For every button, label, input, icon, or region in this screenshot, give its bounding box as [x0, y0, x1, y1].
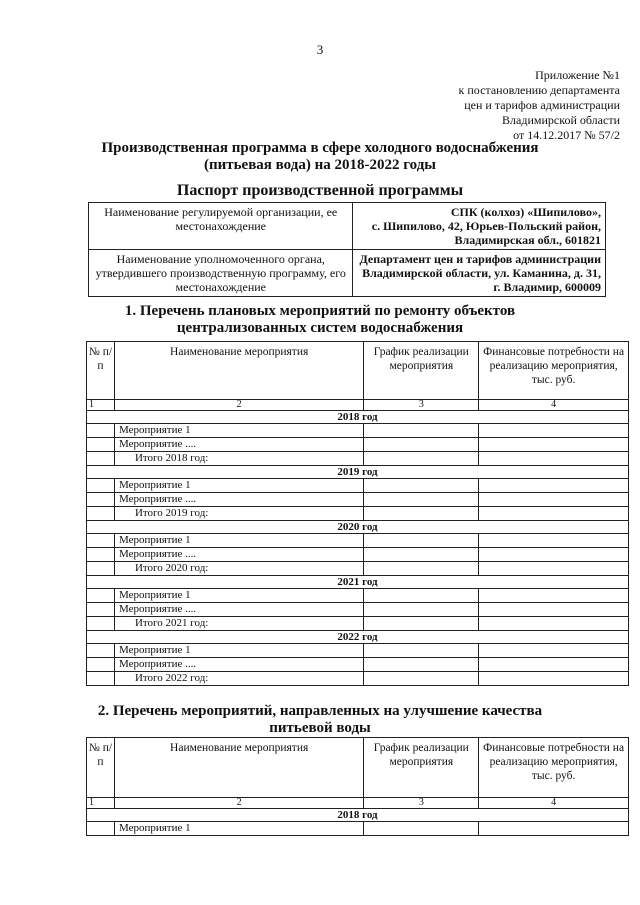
total-label: Итого 2021 год:	[114, 617, 363, 631]
section2-title	[0, 703, 640, 737]
year-label: 2018 год	[87, 411, 629, 424]
page-number: 3	[316, 42, 324, 57]
passport-table	[88, 202, 606, 297]
col-number: 3	[364, 400, 479, 411]
year-label: 2022 год	[87, 631, 629, 644]
header-num: № п/п	[87, 738, 115, 798]
section-title-line: 1. Перечень плановых мероприятий по ремонту объектов	[124, 303, 516, 319]
year-label: 2020 год	[87, 521, 629, 534]
activity-name: Мероприятие ....	[114, 493, 363, 507]
total-row	[87, 672, 629, 686]
header-finance: Финансовые потребности на реализацию мероприятия, тыс. руб.	[479, 738, 629, 798]
total-label: Итого 2020 год:	[114, 562, 363, 576]
header-row	[87, 738, 629, 798]
total-label: Итого 2019 год:	[114, 507, 363, 521]
total-row	[87, 507, 629, 521]
activity-name: Мероприятие 1	[114, 589, 363, 603]
activity-name: Мероприятие 1	[114, 479, 363, 493]
section-title-line: 2. Перечень мероприятий, направленных на улучшение качества	[97, 703, 543, 719]
header-schedule: График реализации мероприятия	[364, 738, 479, 798]
total-label: Итого 2022 год:	[114, 672, 363, 686]
table-row	[87, 822, 629, 836]
passport-value-line: Департамент цен и тарифов администрации	[359, 252, 601, 266]
year-label: 2019 год	[87, 466, 629, 479]
table-row	[87, 603, 629, 617]
col-number: 1	[87, 400, 115, 411]
year-row	[87, 576, 629, 589]
table-row	[87, 438, 629, 452]
table-row	[87, 479, 629, 493]
header-name: Наименование мероприятия	[114, 738, 363, 798]
section-title-line: питьевой воды	[269, 720, 371, 736]
passport-row	[89, 250, 606, 297]
table-row	[87, 589, 629, 603]
title-line: (питьевая вода) на 2018-2022 годы	[203, 157, 437, 173]
col-number: 4	[479, 798, 629, 809]
activity-name: Мероприятие 1	[114, 424, 363, 438]
column-number-row	[87, 798, 629, 809]
activity-name: Мероприятие ....	[114, 548, 363, 562]
activity-name: Мероприятие ....	[114, 438, 363, 452]
appendix-line: цен и тарифов администрации	[464, 98, 620, 112]
col-number: 4	[479, 400, 629, 411]
passport-value-line: г. Владимир, 600009	[493, 280, 601, 294]
year-row	[87, 809, 629, 822]
table-row	[87, 658, 629, 672]
passport-value-line: с. Шипилово, 42, Юрьев-Польский район,	[371, 219, 601, 233]
title-line: Производственная программа в сфере холодного водоснабжения	[101, 140, 539, 156]
passport-row	[89, 203, 606, 250]
col-number: 3	[364, 798, 479, 809]
year-label: 2018 год	[87, 809, 629, 822]
appendix-line: от 14.12.2017 № 57/2	[513, 128, 620, 142]
col-number: 2	[114, 798, 363, 809]
col-number: 1	[87, 798, 115, 809]
header-schedule: График реализации мероприятия	[364, 342, 479, 400]
section1-table	[86, 341, 629, 686]
section2-table	[86, 737, 629, 836]
appendix-block	[459, 68, 620, 143]
passport-value	[353, 203, 606, 250]
table-row	[87, 644, 629, 658]
header-row	[87, 342, 629, 400]
activity-name: Мероприятие 1	[114, 822, 363, 836]
year-row	[87, 466, 629, 479]
header-finance: Финансовые потребности на реализацию мероприятия, тыс. руб.	[479, 342, 629, 400]
header-name: Наименование мероприятия	[114, 342, 363, 400]
passport-value-line: СПК (колхоз) «Шипилово»,	[450, 205, 601, 219]
year-row	[87, 631, 629, 644]
total-label: Итого 2018 год:	[114, 452, 363, 466]
passport-heading: Паспорт производственной программы	[176, 182, 464, 199]
total-row	[87, 452, 629, 466]
total-row	[87, 617, 629, 631]
passport-label: Наименование регулируемой организации, ее местонахождение	[89, 203, 353, 250]
activity-name: Мероприятие 1	[114, 534, 363, 548]
passport-value-line: Владимирская обл., 601821	[454, 233, 601, 247]
activity-name: Мероприятие 1	[114, 644, 363, 658]
table-row	[87, 548, 629, 562]
col-number: 2	[114, 400, 363, 411]
table-row	[87, 424, 629, 438]
year-row	[87, 521, 629, 534]
table-row	[87, 534, 629, 548]
activity-name: Мероприятие ....	[114, 658, 363, 672]
section-title-line: централизованных систем водоснабжения	[176, 320, 464, 336]
section1-title	[0, 303, 640, 337]
year-label: 2021 год	[87, 576, 629, 589]
appendix-line: Владимирской области	[502, 113, 620, 127]
table-row	[87, 493, 629, 507]
year-row	[87, 411, 629, 424]
passport-value	[353, 250, 606, 297]
appendix-line: к постановлению департамента	[458, 83, 620, 97]
column-number-row	[87, 400, 629, 411]
passport-label: Наименование уполномоченного органа, утвердившего производственную программу, его местонахождение	[89, 250, 353, 297]
total-row	[87, 562, 629, 576]
header-num: № п/п	[87, 342, 115, 400]
passport-value-line: Владимирской области, ул. Каманина, д. 31,	[362, 266, 601, 280]
document-title	[0, 140, 640, 174]
appendix-line: Приложение №1	[535, 68, 620, 82]
activity-name: Мероприятие ....	[114, 603, 363, 617]
